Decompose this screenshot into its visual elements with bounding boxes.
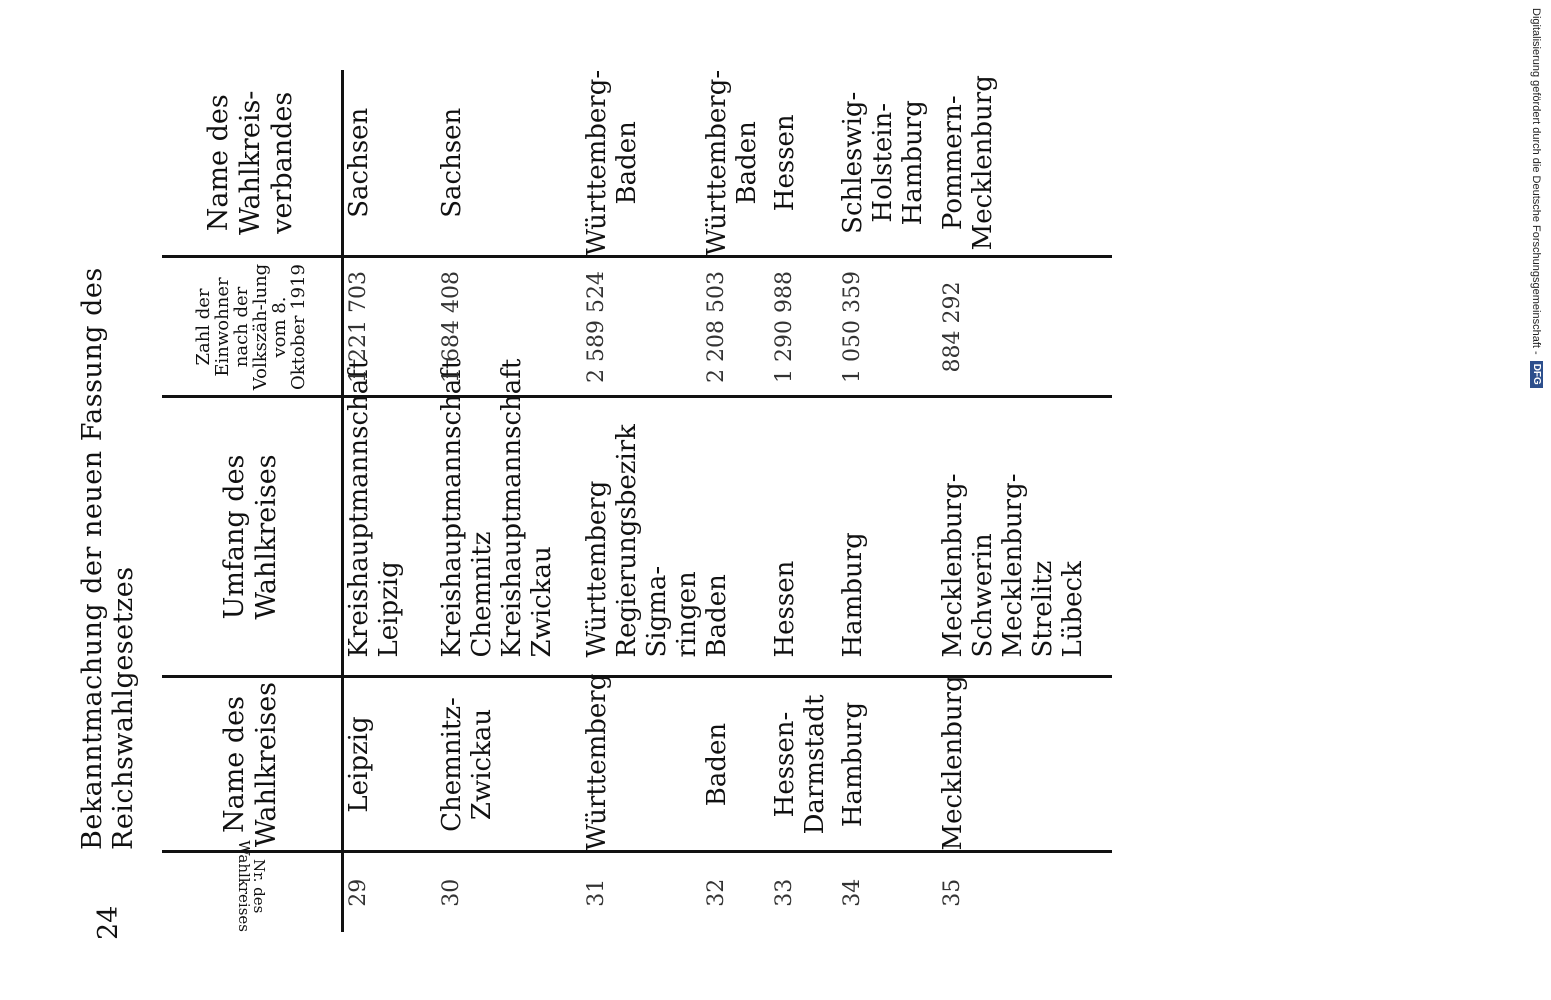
- column-header-verband: Name des Wahlkreis-verbandes: [162, 70, 342, 257]
- cell-verband: Sachsen: [342, 70, 437, 257]
- column-header-zahl: Zahl der Einwohner nach der Volkszäh-lung vom 8. Oktober 1919: [162, 257, 342, 397]
- cell-zahl: 2 208 503: [702, 257, 770, 397]
- cell-name: Württemberg: [582, 677, 702, 852]
- cell-zahl: 1 221 703: [342, 257, 437, 397]
- cell-nr: 32: [704, 878, 729, 907]
- cell-name: Mecklenburg: [938, 677, 1112, 852]
- table-row: [938, 70, 1112, 932]
- cell-nr: 30: [439, 878, 464, 907]
- cell-nr: 33: [772, 878, 797, 907]
- table-row: [838, 70, 938, 932]
- cell-verband: Hessen: [770, 70, 838, 257]
- page-number: 24: [92, 905, 124, 940]
- cell-umfang: Baden: [702, 397, 770, 677]
- cell-umfang: Hamburg: [838, 397, 938, 677]
- cell-verband: Württemberg- Baden: [582, 70, 702, 257]
- cell-umfang: Hessen: [770, 397, 838, 677]
- cell-umfang: Kreishauptmannschaft Leipzig: [342, 397, 437, 677]
- digitization-note-text: Digitalisierung gefördert durch die Deutsche Forschungsgemeinschaft -: [1530, 8, 1543, 355]
- cell-name: Hamburg: [838, 677, 938, 852]
- page-header: [77, 40, 139, 940]
- cell-nr: 35: [940, 878, 965, 907]
- cell-zahl: 1 290 988: [770, 257, 838, 397]
- table-header-row: [162, 70, 342, 932]
- cell-umfang: Mecklenburg-Schwerin Mecklenburg-Strelitz Lübeck: [938, 397, 1112, 677]
- dfg-logo-badge: DFG: [1530, 361, 1543, 388]
- electoral-district-table: [162, 70, 1112, 932]
- cell-umfang: Kreishauptmannschaft Chemnitz Kreishauptmannschaft Zwickau: [437, 397, 582, 677]
- cell-name: Baden: [702, 677, 770, 852]
- cell-name: Leipzig: [342, 677, 437, 852]
- table-row: [342, 70, 437, 932]
- table-row: [582, 70, 702, 932]
- cell-verband: Schleswig- Holstein- Hamburg: [838, 70, 938, 257]
- table-row: [437, 70, 582, 932]
- cell-umfang: Württemberg Regierungsbezirk Sigma- ringen: [582, 397, 702, 677]
- column-header-name: Name des Wahlkreises: [162, 677, 342, 852]
- page-title: Bekanntmachung der neuen Fassung des Reichswahlgesetzes: [77, 267, 139, 850]
- cell-name: Hessen-Darmstadt: [770, 677, 838, 852]
- cell-verband: Württemberg- Baden: [702, 70, 770, 257]
- cell-name: Chemnitz-Zwickau: [437, 677, 582, 852]
- cell-zahl: 884 292: [938, 257, 1112, 397]
- table-row: [702, 70, 770, 932]
- cell-verband: Sachsen: [437, 70, 582, 257]
- cell-zahl: 1 684 408: [437, 257, 582, 397]
- cell-zahl: 2 589 524: [582, 257, 702, 397]
- cell-nr: 31: [584, 878, 609, 907]
- cell-nr: 29: [345, 878, 371, 907]
- column-header-nr: Nr. des Wahlkreises: [162, 852, 342, 932]
- table-row: [770, 70, 838, 932]
- cell-verband: Pommern- Mecklenburg: [938, 70, 1112, 257]
- cell-nr: 34: [840, 878, 865, 907]
- column-header-umfang: Umfang des Wahlkreises: [162, 397, 342, 677]
- cell-zahl: 1 050 359: [838, 257, 938, 397]
